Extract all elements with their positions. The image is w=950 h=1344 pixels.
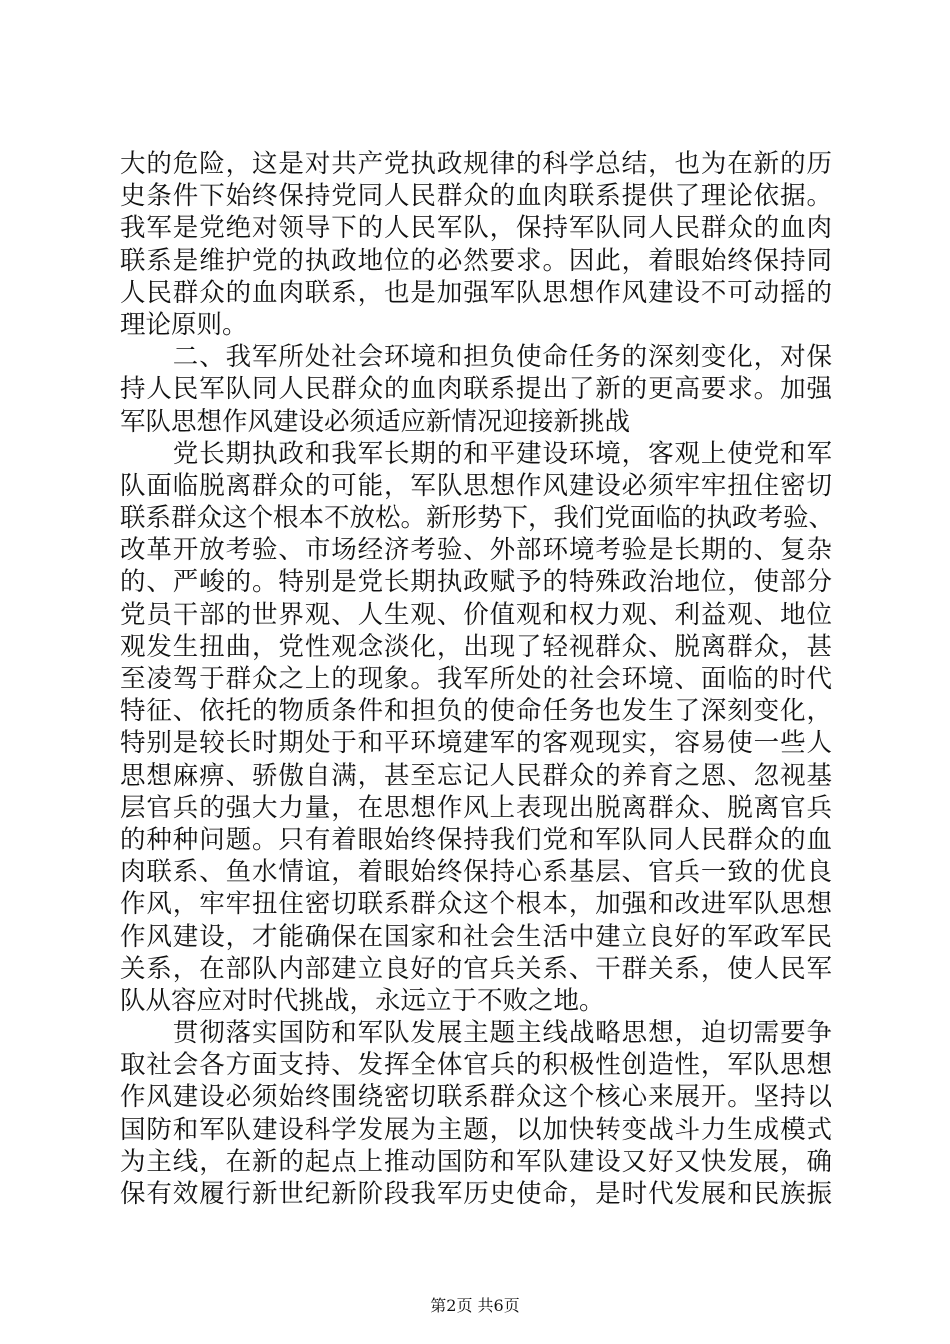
- text-line: 的、严峻的。特别是党长期执政赋予的特殊政治地位，使部分: [120, 567, 832, 598]
- text-line: 为主线，在新的起点上推动国防和军队建设又好又快发展，确: [120, 1146, 832, 1177]
- text-line: 理论原则。: [120, 309, 248, 340]
- text-line: 二、我军所处社会环境和担负使命任务的深刻变化，对保: [120, 342, 832, 373]
- text-line: 联系群众这个根本不放松。新形势下，我们党面临的执政考验、: [120, 503, 835, 534]
- text-line: 持人民军队同人民群众的血肉联系提出了新的更高要求。加强: [120, 374, 832, 405]
- document-body: [120, 148, 835, 1210]
- text-line: 队面临脱离群众的可能，军队思想作风建设必须牢牢扭住密切: [120, 470, 832, 501]
- text-line: 特别是较长时期处于和平环境建军的客观现实，容易使一些人: [120, 728, 832, 759]
- text-line: 贯彻落实国防和军队发展主题主线战略思想，迫切需要争: [120, 1018, 832, 1049]
- text-line: 取社会各方面支持、发挥全体官兵的积极性创造性，军队思想: [120, 1050, 832, 1081]
- text-line: 观发生扭曲，党性观念淡化，出现了轻视群众、脱离群众，甚: [120, 631, 832, 662]
- text-line: 党长期执政和我军长期的和平建设环境，客观上使党和军: [120, 438, 832, 469]
- text-line: 改革开放考验、市场经济考验、外部环境考验是长期的、复杂: [120, 535, 832, 566]
- text-line: 大的危险，这是对共产党执政规律的科学总结，也为在新的历: [120, 149, 832, 179]
- text-line: 肉联系、鱼水情谊，着眼始终保持心系基层、官兵一致的优良: [120, 857, 832, 888]
- text-line: 队从容应对时代挑战，永远立于不败之地。: [120, 985, 605, 1016]
- text-line: 国防和军队建设科学发展为主题，以加快转变战斗力生成模式: [120, 1114, 832, 1145]
- text-line: 史条件下始终保持党同人民群众的血肉联系提供了理论依据。: [120, 181, 832, 212]
- text-line: 关系，在部队内部建立良好的官兵关系、干群关系，使人民军: [120, 953, 832, 984]
- text-line: 的种种问题。只有着眼始终保持我们党和军队同人民群众的血: [120, 824, 832, 855]
- text-line: 我军是党绝对领导下的人民军队，保持军队同人民群众的血肉: [120, 213, 832, 244]
- text-line: 作风建设，才能确保在国家和社会生活中建立良好的军政军民: [120, 921, 832, 952]
- text-line: 联系是维护党的执政地位的必然要求。因此，着眼始终保持同: [120, 245, 832, 276]
- text-line: 军队思想作风建设必须适应新情况迎接新挑战: [120, 406, 631, 437]
- text-line: 层官兵的强大力量，在思想作风上表现出脱离群众、脱离官兵: [120, 792, 832, 823]
- text-line: 作风，牢牢扭住密切联系群众这个根本，加强和改进军队思想: [120, 889, 832, 920]
- page-footer: 第2页 共6页: [430, 1296, 520, 1315]
- text-line: 特征、依托的物质条件和担负的使命任务也发生了深刻变化，: [120, 696, 832, 727]
- text-line: 思想麻痹、骄傲自满，甚至忘记人民群众的养育之恩、忽视基: [120, 760, 832, 791]
- text-line: 保有效履行新世纪新阶段我军历史使命，是时代发展和民族振: [120, 1179, 832, 1209]
- text-line: 作风建设必须始终围绕密切联系群众这个核心来展开。坚持以: [120, 1082, 832, 1113]
- text-line: 党员干部的世界观、人生观、价值观和权力观、利益观、地位: [120, 599, 832, 630]
- text-line: 至凌驾于群众之上的现象。我军所处的社会环境、面临的时代: [120, 664, 832, 694]
- text-line: 人民群众的血肉联系，也是加强军队思想作风建设不可动摇的: [120, 277, 832, 308]
